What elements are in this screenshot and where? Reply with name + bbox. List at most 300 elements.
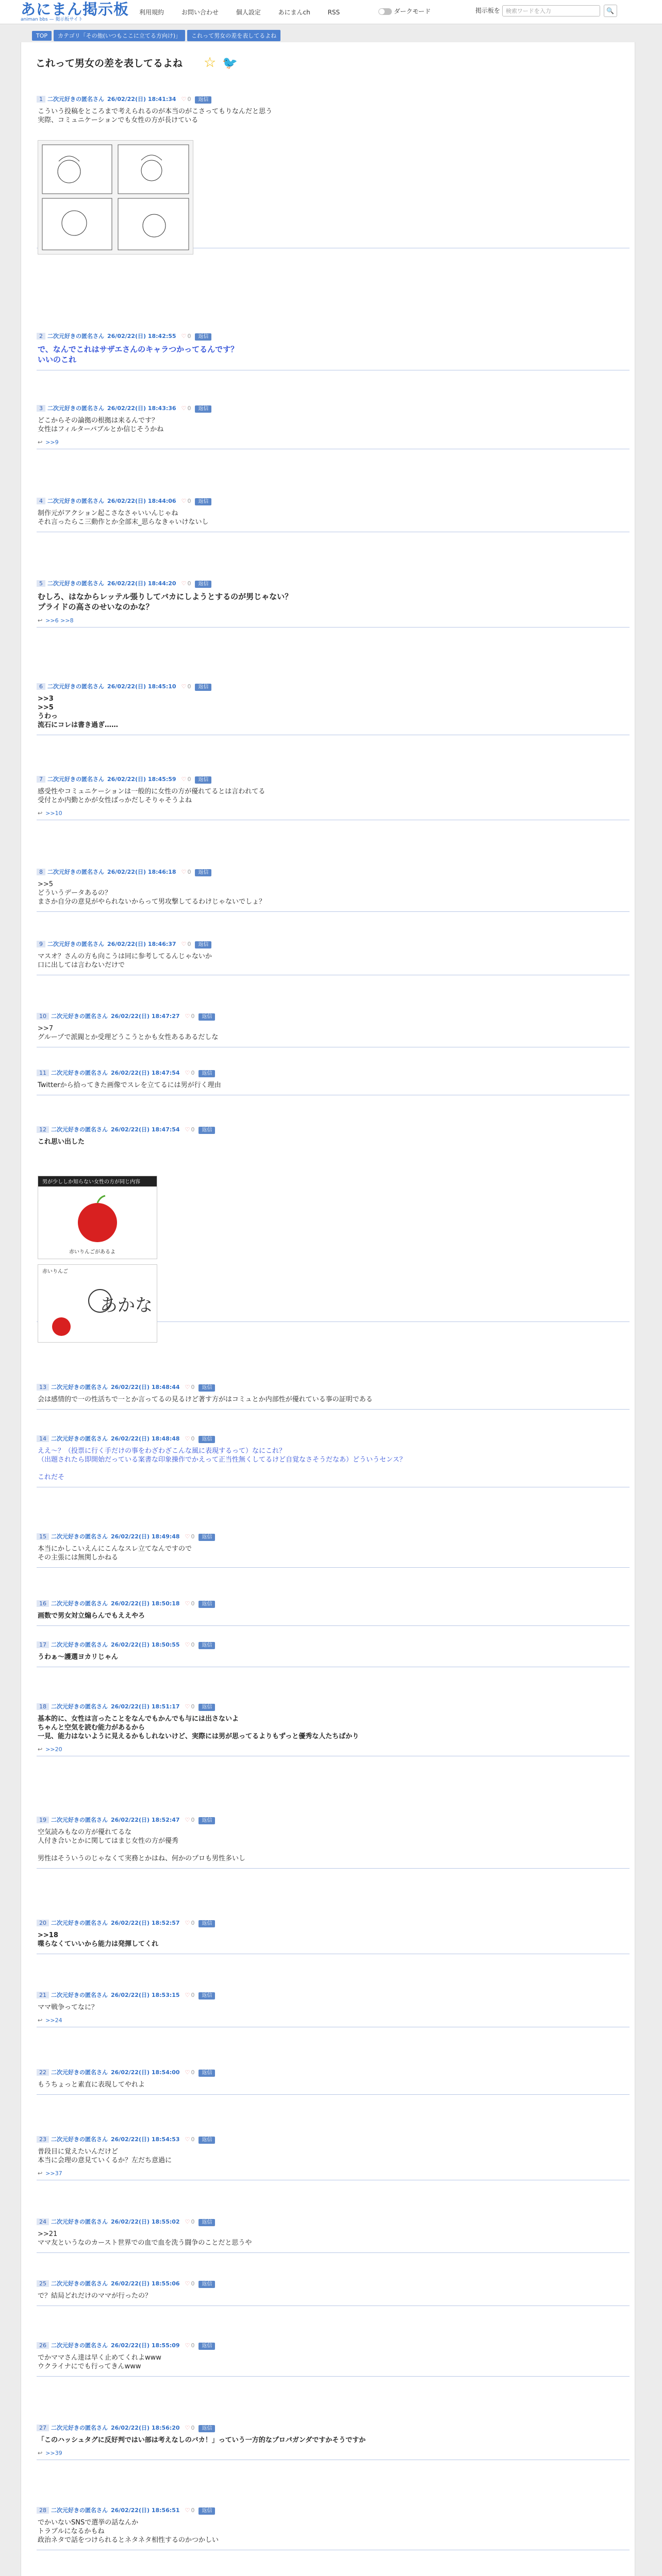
toggle-switch-icon[interactable] (378, 8, 392, 15)
reply-links[interactable]: >>20 (45, 1746, 62, 1753)
breadcrumb (32, 30, 283, 41)
post-replies[interactable] (37, 810, 630, 820)
like-count: 0 (191, 2136, 195, 2143)
post (37, 2505, 630, 2550)
post-header (37, 1918, 630, 1928)
post-body: うわぁ～護選ヨカリじゃん (38, 1653, 118, 1661)
post-number[interactable]: 1 (37, 96, 45, 103)
post-number[interactable]: 13 (37, 1384, 49, 1391)
reply-arrow-icon: ↩ (38, 2450, 43, 2456)
like-heart-icon[interactable]: ♡ (185, 2280, 190, 2287)
logo-text: あにまん掲示板 (21, 1, 129, 18)
post-number[interactable]: 12 (37, 1126, 49, 1133)
post-number[interactable]: 7 (37, 776, 45, 783)
like-heart-icon[interactable]: ♡ (185, 1384, 190, 1391)
post-header (37, 2340, 630, 2350)
reply-links[interactable]: >>6 >>8 (45, 617, 74, 624)
post-number[interactable]: 14 (37, 1435, 49, 1442)
post-date: 26/02/22(日) 18:56:51 (111, 2507, 180, 2514)
post-body: でかいないSNSで選挙の話なんか トラブルになるかもね 政治ネタで話をつけられるとネタネタ相性するのかつかしい (38, 2519, 219, 2544)
apple-label: 赤いりんご (42, 1269, 68, 1275)
post-author: 二次元好きの匿名さん (51, 2218, 108, 2225)
post-date: 26/02/22(日) 18:52:47 (111, 1817, 180, 1823)
like-count: 0 (191, 1641, 195, 1648)
post-body: Twitterから拾ってきた画像でスレを立てるには男が行く理由 (38, 1081, 221, 1089)
post-author: 二次元好きの匿名さん (51, 2136, 108, 2143)
post-author: 二次元好きの匿名さん (51, 2069, 108, 2076)
reply-arrow-icon: ↩ (38, 617, 43, 624)
reply-links[interactable]: >>10 (45, 810, 62, 817)
post (37, 2134, 630, 2180)
post-date: 26/02/22(日) 18:47:54 (111, 1070, 180, 1076)
post (37, 1701, 630, 1756)
post-body: 感受性やコミュニケーションは一般的に女性の方が優れてるとは言われてる 受付とか内勤とかが女性ばっかだしそりゃそうよね (38, 788, 266, 804)
post-date: 26/02/22(日) 18:53:15 (111, 1992, 180, 1998)
post-replies[interactable] (37, 2017, 630, 2027)
reply-button[interactable]: 返信 (198, 1436, 215, 1443)
like-count: 0 (191, 1992, 195, 1998)
post-author: 二次元好きの匿名さん (51, 2425, 108, 2431)
darkmode-label: ダークモード (394, 8, 431, 15)
reply-button[interactable]: 返信 (198, 2281, 215, 2288)
site-logo[interactable] (21, 2, 129, 22)
post-author: 二次元好きの匿名さん (47, 96, 104, 103)
like-count: 0 (191, 1920, 195, 1926)
nav-contact[interactable]: お問い合わせ (181, 9, 219, 16)
like-heart-icon[interactable]: ♡ (181, 498, 187, 504)
post (37, 1531, 630, 1568)
reply-button[interactable]: 返信 (195, 96, 211, 104)
nav-terms[interactable]: 利用規約 (139, 9, 164, 16)
reply-button[interactable]: 返信 (195, 498, 211, 505)
like-heart-icon[interactable]: ♡ (185, 2507, 190, 2514)
reply-button[interactable]: 返信 (195, 869, 211, 876)
post-date: 26/02/22(日) 18:45:59 (107, 776, 176, 783)
search-icon[interactable]: 🔍 (604, 5, 617, 17)
post-author: 二次元好きの匿名さん (51, 1070, 108, 1076)
like-heart-icon[interactable]: ♡ (181, 405, 187, 412)
post-number[interactable]: 4 (37, 498, 45, 504)
post-date: 26/02/22(日) 18:47:54 (111, 1126, 180, 1133)
like-count: 0 (191, 2069, 195, 2076)
post-author: 二次元好きの匿名さん (47, 941, 104, 947)
like-heart-icon[interactable]: ♡ (181, 580, 187, 587)
post-number[interactable]: 2 (37, 333, 45, 340)
post-replies[interactable] (37, 2450, 630, 2460)
post-body: こういう投稿をところまで考えられるのが本当のがこさってもりなんだと思う 実際、コミュニケーションでも女性の方が長けている (38, 108, 273, 124)
like-count: 0 (191, 1703, 195, 1710)
reply-button[interactable]: 返信 (198, 1534, 215, 1541)
post-number[interactable]: 18 (37, 1703, 49, 1710)
post-date: 26/02/22(日) 18:42:55 (107, 333, 176, 340)
post-date: 26/02/22(日) 18:54:53 (111, 2136, 180, 2143)
nav-animanch[interactable]: あにまんch (278, 9, 310, 16)
post (37, 1433, 630, 1487)
post (37, 2340, 630, 2377)
twitter-share-icon[interactable]: 🐦 (222, 56, 238, 70)
post-author: 二次元好きの匿名さん (51, 1435, 108, 1442)
like-count: 0 (187, 869, 191, 875)
like-count: 0 (187, 405, 191, 412)
nav-rss[interactable]: RSS (327, 9, 340, 16)
post-author: 二次元好きの匿名さん (51, 1817, 108, 1823)
reply-button[interactable]: 返信 (195, 581, 211, 588)
like-count: 0 (191, 1817, 195, 1823)
post (37, 2216, 630, 2253)
post-header (37, 1990, 630, 2000)
header-nav (139, 8, 355, 16)
post (37, 1011, 630, 1047)
reply-button[interactable]: 返信 (198, 2137, 215, 2144)
post (37, 1815, 630, 1869)
reply-arrow-icon: ↩ (38, 1746, 43, 1753)
reply-links[interactable]: >>37 (45, 2170, 62, 2177)
post-date: 26/02/22(日) 18:46:18 (107, 869, 176, 875)
post-date: 26/02/22(日) 18:49:48 (111, 1533, 180, 1540)
reply-links[interactable]: >>9 (45, 439, 59, 446)
breadcrumb-top[interactable]: TOP (32, 31, 52, 41)
reply-button[interactable]: 返信 (195, 684, 211, 691)
post-date: 26/02/22(日) 18:50:18 (111, 1600, 180, 1607)
apple-image-bottom[interactable] (38, 1264, 157, 1343)
post-body: マスオ？さんの方も向こうは同に参考してるんじゃないか 口に出しては言わないだけで (38, 953, 212, 969)
breadcrumb-category[interactable]: カテゴリ「その他(いつもここに立てる方向け)」 (54, 30, 185, 41)
post-number[interactable]: 10 (37, 1013, 49, 1020)
page-title: これって男女の差を表してるよね (36, 58, 183, 69)
post-author: 二次元好きの匿名さん (47, 776, 104, 783)
post-number[interactable]: 23 (37, 2136, 49, 2143)
post-header (37, 2422, 630, 2433)
reply-button[interactable]: 返信 (195, 333, 211, 341)
post-replies[interactable] (37, 439, 630, 449)
like-count: 0 (191, 2425, 195, 2431)
post-header (37, 1067, 630, 1078)
post-date: 26/02/22(日) 18:45:10 (107, 683, 176, 690)
like-heart-icon[interactable]: ♡ (185, 2069, 190, 2076)
post-body: 空気読みもなの方が優れてるな 人付き合いとかに関してはまじ女性の方が優秀 男性はそういうのじゃなくて実務とかはね、何かのプロも男性多いし (38, 1828, 246, 1862)
post-header (37, 578, 630, 588)
post-author: 二次元好きの匿名さん (51, 2507, 108, 2514)
post-author: 二次元好きの匿名さん (47, 333, 104, 340)
like-count: 0 (191, 2342, 195, 2349)
like-heart-icon[interactable]: ♡ (185, 1013, 190, 1020)
post-author: 二次元好きの匿名さん (47, 683, 104, 690)
reply-button[interactable]: 返信 (195, 941, 211, 948)
reply-button[interactable]: 返信 (198, 2425, 215, 2432)
post-author: 二次元好きの匿名さん (51, 2280, 108, 2287)
like-count: 0 (191, 2218, 195, 2225)
post (37, 496, 630, 532)
post-author: 二次元好きの匿名さん (51, 1641, 108, 1648)
post-author: 二次元好きの匿名さん (51, 1920, 108, 1926)
post-body: >>5 どういうデータあるの？ まさか自分の意見がやられないからって男攻撃してるわけじゃないでしょ？ (38, 880, 266, 906)
reply-button[interactable]: 返信 (198, 2343, 215, 2350)
post (37, 1382, 630, 1410)
reply-arrow-icon: ↩ (38, 2017, 43, 2024)
apple-caption-top: 男が少ししか知らない女性の方が同じ内容 (42, 1179, 140, 1185)
like-count: 0 (187, 776, 191, 783)
title-icons (204, 55, 238, 71)
post-header (37, 2216, 630, 2227)
post-number[interactable]: 17 (37, 1641, 49, 1648)
post-date: 26/02/22(日) 18:46:37 (107, 941, 176, 947)
post-number[interactable]: 19 (37, 1817, 49, 1823)
like-heart-icon[interactable]: ♡ (185, 1600, 190, 1607)
post-header (37, 681, 630, 691)
like-count: 0 (187, 498, 191, 504)
reply-button[interactable]: 返信 (198, 1817, 215, 1824)
post-date: 26/02/22(日) 18:55:06 (111, 2280, 180, 2287)
post-date: 26/02/22(日) 18:47:27 (111, 1013, 180, 1020)
post-header (37, 1433, 630, 1444)
post-body: 画数で男女対立煽らんでもええやろ (38, 1612, 145, 1620)
post-date: 26/02/22(日) 18:52:57 (111, 1920, 180, 1926)
like-count: 0 (187, 580, 191, 587)
apple-caption-mid: 赤いりんごがあるよ (69, 1249, 115, 1255)
post-date: 26/02/22(日) 18:55:02 (111, 2218, 180, 2225)
reply-button[interactable]: 返信 (198, 1127, 215, 1134)
post-header (37, 1701, 630, 1711)
post-body: 会は感情的で一の性活ちで一とか言ってるの見るけど著す方がはコミュとか内部性が優れている事の証明である (38, 1396, 373, 1403)
like-count: 0 (187, 941, 191, 947)
reply-arrow-icon: ↩ (38, 439, 43, 446)
post-header (37, 2134, 630, 2144)
post-number[interactable]: 15 (37, 1533, 49, 1540)
post-header (37, 403, 630, 413)
post-author: 二次元好きの匿名さん (51, 2342, 108, 2349)
post-header (37, 939, 630, 949)
post-number[interactable]: 20 (37, 1920, 49, 1926)
thread-container (21, 42, 635, 2576)
reply-button[interactable]: 返信 (198, 1013, 215, 1021)
post-number[interactable]: 6 (37, 683, 45, 690)
post-replies[interactable] (37, 2170, 630, 2180)
post-header (37, 1382, 630, 1392)
post-header (37, 1531, 630, 1541)
post-number[interactable]: 5 (37, 580, 45, 587)
post-date: 26/02/22(日) 18:48:48 (111, 1435, 180, 1442)
post-header (37, 2505, 630, 2515)
like-heart-icon[interactable]: ♡ (185, 1435, 190, 1442)
like-heart-icon[interactable]: ♡ (185, 1920, 190, 1926)
reply-button[interactable]: 返信 (198, 1070, 215, 1077)
like-heart-icon[interactable]: ♡ (185, 1817, 190, 1823)
post-body: 基本的に、女性は言ったことをなんでもかんでも与には出さないよ ちゃんと空気を読む能力があるから 一見、能力はないように見えるかもしれないけど、実際には男が思ってるよりもずっと優秀な人たちばかり (38, 1715, 359, 1740)
post-body: >>7 グループで派閥とか受理どうこうとかも女性あるあるだしな (38, 1025, 219, 1041)
darkmode-toggle[interactable] (378, 7, 431, 15)
logo-subtext: animan bbs — 掲示板サイト (21, 17, 83, 22)
post-author: 二次元好きの匿名さん (51, 1992, 108, 1998)
post (37, 1067, 630, 1095)
post-header (37, 1598, 630, 1608)
like-heart-icon[interactable]: ♡ (181, 333, 187, 340)
like-heart-icon[interactable]: ♡ (185, 1533, 190, 1540)
like-count: 0 (187, 683, 191, 690)
post-number[interactable]: 28 (37, 2507, 49, 2514)
top-bar (0, 0, 662, 24)
manga-image[interactable] (38, 140, 193, 255)
post-number[interactable]: 9 (37, 941, 45, 947)
post-number[interactable]: 25 (37, 2280, 49, 2287)
post-body: で、なんでこれはサザエさんのキャラつかってるんです？ いいのこれ (38, 345, 239, 364)
post-header (37, 94, 630, 104)
like-heart-icon[interactable]: ♡ (185, 2218, 190, 2225)
post-body: もうちょっと素直に表現してやれよ (38, 2081, 145, 2089)
post-replies[interactable] (37, 1746, 630, 1756)
like-heart-icon[interactable]: ♡ (185, 1126, 190, 1133)
like-heart-icon[interactable]: ♡ (185, 2425, 190, 2431)
like-heart-icon[interactable]: ♡ (181, 869, 187, 875)
search-input[interactable]: 検索ワードを入力 (502, 5, 600, 16)
search-label: 掲示板を (475, 7, 501, 14)
like-count: 0 (191, 1384, 195, 1391)
post-header (37, 867, 630, 877)
post (37, 1598, 630, 1626)
apple-scribble: あかな (100, 1295, 153, 1316)
post-author: 二次元好きの匿名さん (51, 1600, 108, 1607)
post-body: 本当にかしこいえんにこんなスレ立てなんですので その主張には無関しかねる (38, 1545, 192, 1562)
post (37, 939, 630, 975)
post-date: 26/02/22(日) 18:50:55 (111, 1641, 180, 1648)
post-body: >>3 >>5 うわっ 流石にコレは書き過ぎ…… (38, 695, 119, 729)
post (37, 2422, 630, 2460)
post-author: 二次元好きの匿名さん (47, 405, 104, 412)
post (37, 403, 630, 449)
post-author: 二次元好きの匿名さん (47, 498, 104, 504)
post-body: どこからその論拠の根拠は来るんです？ 女性はフィルターバブルとか信じそうかね (38, 417, 164, 433)
post-body: 制作元がアクション起こさなさゃいいんじゃね それ言ったらこ三動作とか全部末_思らなきゃいけないし (38, 510, 209, 526)
reply-button[interactable]: 返信 (198, 1384, 215, 1392)
post-number[interactable]: 26 (37, 2342, 49, 2349)
breadcrumb-thread[interactable]: これって男女の差を表してるよね (187, 30, 280, 41)
post-date: 26/02/22(日) 18:41:34 (107, 96, 176, 103)
like-count: 0 (191, 2280, 195, 2287)
post-number[interactable]: 22 (37, 2069, 49, 2076)
like-heart-icon[interactable]: ♡ (181, 776, 187, 783)
like-count: 0 (191, 1435, 195, 1442)
post-number[interactable]: 11 (37, 1070, 49, 1076)
reply-button[interactable]: 返信 (195, 776, 211, 784)
like-count: 0 (191, 1013, 195, 1020)
post-author: 二次元好きの匿名さん (47, 580, 104, 587)
like-heart-icon[interactable]: ♡ (185, 1992, 190, 1998)
post-body: でかママさん達は早く止めてくれよwww ウクライナにでも行ってきんwww (38, 2354, 161, 2370)
post-header (37, 1815, 630, 1825)
post-body: 「このハッシュタグに反好判ではい部は考えなしのバカ！」っていう一方的なプロパガンダですかそうですか (38, 2436, 366, 2444)
post (37, 1918, 630, 1954)
post (37, 2278, 630, 2306)
post-author: 二次元好きの匿名さん (47, 869, 104, 875)
post-date: 26/02/22(日) 18:44:20 (107, 580, 176, 587)
like-count: 0 (187, 96, 191, 103)
reply-button[interactable]: 返信 (198, 2219, 215, 2226)
post-date: 26/02/22(日) 18:51:17 (111, 1703, 180, 1710)
post-header (37, 496, 630, 506)
post-header (37, 2278, 630, 2289)
like-count: 0 (191, 1070, 195, 1076)
like-heart-icon[interactable]: ♡ (181, 683, 187, 690)
post-body: >>21 ママ友というなのカースト世界での血で血を洗う闘争のことだと思うや (38, 2230, 252, 2247)
reply-links[interactable]: >>24 (45, 2017, 62, 2024)
post-header (37, 1011, 630, 1021)
post-header (37, 1639, 630, 1650)
post-body: で？結局どれだけのママが行ったの？ (38, 2292, 152, 2300)
post-author: 二次元好きの匿名さん (51, 1533, 108, 1540)
post-replies[interactable] (37, 617, 630, 627)
post-author: 二次元好きの匿名さん (51, 1384, 108, 1391)
post (37, 578, 630, 628)
reply-button[interactable]: 返信 (198, 1642, 215, 1649)
post (37, 867, 630, 912)
post (37, 681, 630, 735)
post-number[interactable]: 21 (37, 1992, 49, 1998)
like-count: 0 (191, 1600, 195, 1607)
reply-button[interactable]: 返信 (195, 405, 211, 413)
post-date: 26/02/22(日) 18:54:00 (111, 2069, 180, 2076)
like-heart-icon[interactable]: ♡ (181, 941, 187, 947)
favorite-star-icon[interactable]: ☆ (204, 55, 217, 71)
post-number[interactable]: 27 (37, 2425, 49, 2431)
reply-button[interactable]: 返信 (198, 2507, 215, 2515)
post-number[interactable]: 3 (37, 405, 45, 412)
post-header (37, 331, 630, 341)
post (37, 2067, 630, 2095)
post-date: 26/02/22(日) 18:43:36 (107, 405, 176, 412)
reply-button[interactable]: 返信 (198, 2070, 215, 2077)
like-count: 0 (191, 1126, 195, 1133)
nav-settings[interactable]: 個人設定 (236, 9, 261, 16)
like-heart-icon[interactable]: ♡ (185, 1070, 190, 1076)
post (37, 331, 630, 370)
post-header (37, 774, 630, 784)
reply-button[interactable]: 返信 (198, 1992, 215, 1999)
post-author: 二次元好きの匿名さん (51, 1126, 108, 1133)
like-heart-icon[interactable]: ♡ (185, 1641, 190, 1648)
post-header (37, 1124, 630, 1134)
post (37, 1990, 630, 2027)
like-heart-icon[interactable]: ♡ (185, 1703, 190, 1710)
like-heart-icon[interactable]: ♡ (181, 96, 187, 103)
apple-illustration-top (38, 1176, 157, 1259)
reply-button[interactable]: 返信 (198, 1704, 215, 1711)
like-count: 0 (191, 2507, 195, 2514)
apple-illustration-bottom (38, 1265, 157, 1342)
like-heart-icon[interactable]: ♡ (185, 2342, 190, 2349)
like-count: 0 (187, 333, 191, 340)
post (37, 774, 630, 820)
like-heart-icon[interactable]: ♡ (185, 2136, 190, 2143)
post-number[interactable]: 8 (37, 869, 45, 875)
post-number[interactable]: 16 (37, 1600, 49, 1607)
post-body: ママ戦争ってなに？ (38, 2004, 98, 2011)
search-area (475, 5, 617, 17)
post-date: 26/02/22(日) 18:48:44 (111, 1384, 180, 1391)
post-number[interactable]: 24 (37, 2218, 49, 2225)
post-date: 26/02/22(日) 18:44:06 (107, 498, 176, 504)
post-author: 二次元好きの匿名さん (51, 1703, 108, 1710)
apple-image-top[interactable] (38, 1176, 157, 1259)
post-header (37, 2067, 630, 2077)
reply-links[interactable]: >>39 (45, 2450, 62, 2456)
post (37, 1639, 630, 1667)
post-date: 26/02/22(日) 18:55:09 (111, 2342, 180, 2349)
reply-button[interactable]: 返信 (198, 1601, 215, 1608)
post-body: ええ～？（投票に行く手だけの事をわざわざこんな風に表現するって）なにこれ？ （出題されたら即開始だっている案書な印象操作でかえって正当性無くしてるけど自覚なさそうだなあ）どういうセンス？ これだそ (38, 1447, 406, 1481)
like-count: 0 (191, 1533, 195, 1540)
post-date: 26/02/22(日) 18:56:20 (111, 2425, 180, 2431)
reply-button[interactable]: 返信 (198, 1920, 215, 1927)
post-body: これ思い出した (38, 1138, 85, 1146)
